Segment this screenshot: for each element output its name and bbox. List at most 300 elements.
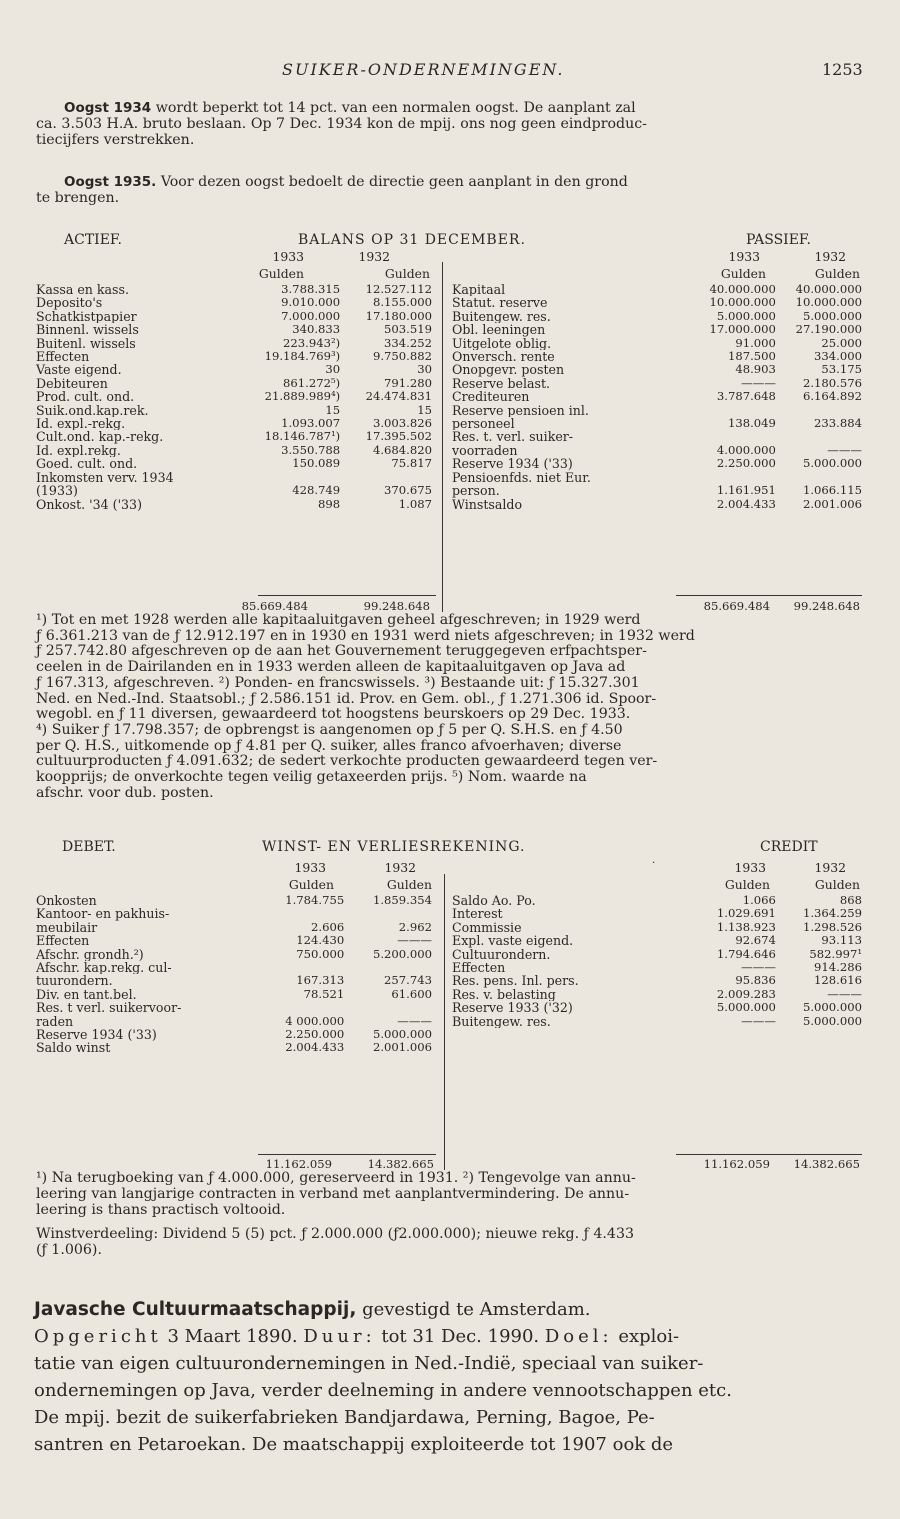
row-label: meubilair [36,920,98,935]
row-value-1933: 2.004.433 [716,496,776,511]
row-value-1933: 428.749 [292,483,341,498]
table-row [34,417,434,430]
row-value-1933: 92.674 [735,933,776,948]
row-value-1933: ——— [741,375,776,390]
row-value-1932: 5.200.000 [372,946,432,961]
table-row [450,337,864,350]
row-value-1932: 334.252 [384,335,432,350]
row-label: Kassa en kass. [36,283,129,297]
footnote-line: ƒ 257.742.80 afgeschreven op de aan het Gouvernement teruggegeven erfpachtsper- [36,643,647,660]
row-value-1933: 21.889.989⁴) [264,389,341,404]
company-text-line: tatie van eigen cultuurondernemingen in Ned.-Indië, speciaal van suiker- [34,1353,704,1374]
footnote-line: leering van langjarige contracten in verband met aanplantvermindering. De annu- [36,1186,630,1202]
table-row [34,974,434,987]
winst-right-currency-1932: Gulden [814,877,860,892]
row-value-1933: 150.089 [292,456,341,471]
table-row [34,283,434,296]
row-label: Buitengew. res. [452,1014,551,1029]
table-row [34,457,434,470]
table-row [450,310,864,323]
row-label: Schatkistpapier [36,309,137,324]
row-value-1933: 1.784.755 [285,893,345,907]
table-row [450,283,864,296]
balans-right-currency-1933: Gulden [720,266,766,281]
row-value-1933: 18.146.787¹) [264,429,341,444]
row-value-1932: 9.750.882 [372,349,432,364]
row-value-1932: 1.087 [398,496,432,511]
row-value-1932: 5.000.000 [372,1027,432,1042]
table-row [34,377,434,390]
row-label: Debiteuren [36,376,108,391]
row-value-1933: 340.833 [292,322,341,337]
table-row [34,921,434,934]
row-value-1932: 791.280 [384,375,432,390]
row-value-1932: 914.286 [814,960,862,975]
winst-right-year-1933: 1933 [734,860,766,875]
row-value-1932: 17.395.502 [365,429,432,444]
winst-left-total-1933: 11.162.059 [265,1157,332,1171]
row-value-1933: 2.606 [311,919,345,934]
doel-label: Doel: [544,1326,613,1347]
balans-right-total-1932: 99.248.648 [793,599,860,613]
row-label: Buitenl. wissels [36,336,136,351]
row-value-1933: 1.029.691 [716,906,776,921]
balans-passief-heading: PASSIEF. [746,232,811,248]
row-value-1932: 128.616 [814,973,862,988]
row-value-1932: 5.000.000 [802,1000,862,1015]
row-value-1932: 12.527.112 [365,282,432,296]
row-label: Onopgevr. posten [452,363,565,377]
row-value-1932: ——— [397,933,432,948]
row-value-1932: 582.997¹ [809,946,862,961]
table-row [450,350,864,363]
row-value-1933: 19.184.769³) [264,349,341,364]
balans-left-total-1932: 99.248.648 [363,599,430,613]
row-label: Kapitaal [452,283,506,297]
row-value-1933: 2.004.433 [285,1040,345,1055]
table-row [34,310,434,323]
balans-title: BALANS OP 31 DECEMBER. [298,232,526,248]
table-row [34,296,434,309]
balans-left-currency-1933: Gulden [258,266,304,281]
row-label: Reserve 1933 ('32) [452,1001,573,1015]
row-label: Res. v. belasting [452,987,556,1002]
winst-title: WINST- EN VERLIESREKENING. [262,839,526,855]
row-value-1932 [346,907,434,920]
row-label: raden [36,1014,74,1029]
row-label: Reserve pensioen inl. [452,403,589,418]
row-value-1932: 5.000.000 [802,456,862,471]
table-row [34,484,434,497]
row-value-1933: 898 [318,496,341,511]
table-row [34,988,434,1001]
footnote-line: ƒ 6.361.213 van de ƒ 12.912.197 en in 1930 en 1931 werd niets afgeschreven; in 1932 werd [36,627,695,644]
row-label: Res. t. verl. suiker- [452,430,574,444]
row-value-1933: ——— [741,1013,776,1028]
row-value-1932 [778,404,864,417]
company-text-line: ondernemingen op Java, verder deelneming in andere vennootschappen etc. [34,1380,732,1401]
table-row [450,457,864,470]
row-value-1932: 3.003.826 [372,416,432,431]
winst-debet-heading: DEBET. [62,839,116,855]
company-line-2: Opgericht 3 Maart 1890. Duur: tot 31 Dec. 1990. Doel: exploi- [34,1326,680,1347]
table-row [34,1028,434,1041]
oogst-1934-line-1: Oogst 1934 wordt beperkt tot 14 pct. van een normalen oogst. De aanplant zal [64,100,636,116]
row-value-1933 [692,404,778,417]
row-value-1933: 2.250.000 [716,456,776,471]
oogst-1935-label: Oogst 1935. [64,174,157,190]
balans-right-total-rule [676,595,862,596]
winst-divider [444,874,445,1170]
row-label: tuurondern. [36,974,113,988]
row-value-1933: ——— [741,960,776,975]
row-value-1932: 2.180.576 [802,375,862,390]
row-value-1933: 3.787.648 [716,389,776,404]
oogst-1935-line-1: Oogst 1935. Voor dezen oogst bedoelt de directie geen aanplant in den grond [64,174,628,190]
row-value-1932: 93.113 [821,933,862,948]
row-value-1932: 1.364.259 [802,906,862,921]
row-label: Suik.ond.kap.rek. [36,403,149,418]
row-value-1932 [342,471,434,484]
row-label: Interest [452,907,503,921]
row-value-1933: 15 [325,402,341,417]
row-value-1933: 40.000.000 [709,282,776,296]
row-value-1933: 4 000.000 [285,1013,345,1028]
row-value-1932: 868 [839,893,862,907]
row-value-1933: 3.550.788 [281,442,341,457]
table-row [34,907,434,920]
table-row [450,498,864,511]
row-label: Winstsaldo [452,497,523,511]
oogst-1934-label: Oogst 1934 [64,100,152,116]
row-value-1933: 48.903 [735,362,776,377]
row-label: Expl. vaste eigend. [452,934,574,948]
footnote-line: per Q. H.S., uitkomende op ƒ 4.81 per Q. suiker, alles franco afvoerhaven; diverse [36,737,622,754]
row-value-1932 [778,430,864,443]
winst-credit-heading: CREDIT [760,839,818,855]
row-value-1933: 1.794.646 [716,946,776,961]
row-value-1933: 1.138.923 [716,919,776,934]
winst-left-total-rule [258,1154,436,1155]
row-value-1932: 15 [417,402,432,417]
row-value-1932: 2.001.006 [802,496,862,511]
row-label: Reserve belast. [452,376,551,391]
running-title: SUIKER-ONDERNEMINGEN. [282,60,565,79]
table-row [450,907,864,920]
table-row [34,1001,434,1014]
row-value-1933: 95.836 [735,973,776,988]
row-label: Saldo Ao. Po. [452,894,536,908]
table-row [450,444,864,457]
table-row [450,404,864,417]
row-value-1933: 91.000 [735,335,776,350]
balans-right-total-1933: 85.669.484 [703,599,770,613]
table-row [34,471,434,484]
row-label: person. [452,484,500,498]
oogst-1934-line-3: tiecijfers verstrekken. [36,132,195,148]
balans-right-year-1932: 1932 [814,249,846,264]
row-label: Reserve 1934 ('33) [36,1028,157,1042]
balans-left-year-1932: 1932 [358,249,390,264]
row-value-1932: 61.600 [391,986,432,1001]
table-row [450,1015,864,1028]
winst-right-year-1932: 1932 [814,860,846,875]
company-text-line: De mpij. bezit de suikerfabrieken Bandjardawa, Perning, Bagoe, Pe- [34,1407,655,1428]
row-value-1932: ——— [827,442,862,457]
footnote-line: Ned. en Ned.-Ind. Staatsobl.; ƒ 2.586.151 id. Prov. en Gem. obl., ƒ 1.271.306 id. Spoor- [36,690,657,707]
table-row [34,1041,434,1054]
table-row [34,390,434,403]
balans-right-currency-1932: Gulden [814,266,860,281]
table-row [450,974,864,987]
row-label: Effecten [36,350,90,364]
row-value-1933: 7.000.000 [281,308,341,323]
row-label: Div. en tant.bel. [36,987,137,1002]
table-row [450,377,864,390]
row-label: Crediteuren [452,390,530,404]
row-label: Reserve 1934 ('33) [452,457,573,471]
row-label: (1933) [36,484,78,498]
row-label: Cultuurondern. [452,947,551,962]
winst-right-currency-1933: Gulden [724,877,770,892]
oogst-1934-line-2: ca. 3.503 H.A. bruto beslaan. Op 7 Dec. 1934 kon de mpij. ons nog geen eindproduc- [36,116,647,132]
row-label: voorraden [452,443,518,458]
row-label: Statut. reserve [452,296,548,310]
table-row [34,363,434,376]
row-value-1933: 5.000.000 [716,308,776,323]
duur-label: Duur: [303,1326,376,1347]
footnote-line: leering is thans practisch voltooid. [36,1202,286,1218]
row-label: Buitengew. res. [452,309,551,324]
footnote-line: wegobl. en ƒ 11 diversen, gewaardeerd tot hoogstens beurskoers op 29 Dec. 1933. [36,706,631,723]
row-label: Saldo winst [36,1041,111,1055]
opgericht-label: Opgericht [34,1326,162,1347]
row-label: Effecten [36,934,90,948]
row-value-1932: 2.001.006 [372,1040,432,1055]
table-row [34,894,434,907]
row-value-1933 [692,471,778,484]
table-row [450,961,864,974]
row-label: Kantoor- en pakhuis- [36,907,170,921]
balans-divider [442,262,443,612]
balans-left-total-rule [258,595,436,596]
row-value-1932: 1.066.115 [802,483,862,498]
row-value-1933: 138.049 [727,416,776,431]
row-value-1932: 53.175 [821,362,862,377]
row-value-1932: 2.962 [398,919,432,934]
winst-left-total-1932: 14.382.665 [367,1157,434,1171]
footnote-line: ⁴) Suiker ƒ 17.798.357; de opbrengst is aangenomen op ƒ 5 per Q. S.H.S. en ƒ 4.50 [36,721,623,738]
table-row [34,1015,434,1028]
table-row [450,323,864,336]
row-value-1932: 40.000.000 [795,282,862,296]
row-value-1932: 503.519 [384,322,432,337]
row-value-1933: 2.250.000 [285,1027,345,1042]
balans-actief-table [34,283,434,511]
table-row [450,484,864,497]
row-label: Afschr. grondh.²) [36,947,144,962]
table-row [450,471,864,484]
table-row [34,498,434,511]
table-row [450,417,864,430]
table-row [450,363,864,376]
row-label: Onkost. '34 ('33) [36,497,142,511]
row-value-1933 [267,907,347,920]
row-value-1933: 750.000 [296,946,345,961]
table-row [34,350,434,363]
row-value-1933: 2.009.283 [716,986,776,1001]
winst-debet-table [34,894,434,1055]
table-row [450,934,864,947]
row-value-1933: 1.093.007 [281,416,341,431]
row-value-1932: 17.180.000 [365,308,432,323]
winst-left-year-1933: 1933 [294,860,326,875]
winst-dot-mark: · [652,858,656,869]
row-value-1933: 10.000.000 [709,295,776,310]
table-row [450,948,864,961]
winst-left-currency-1933: Gulden [288,877,334,892]
row-value-1932: ——— [827,986,862,1001]
row-value-1932: 10.000.000 [795,295,862,310]
row-value-1932: 5.000.000 [802,1013,862,1028]
row-label: Id. expl.rekg. [36,443,121,458]
row-value-1933 [692,430,778,443]
winst-left-currency-1932: Gulden [386,877,432,892]
row-value-1932: 75.817 [391,456,432,471]
winst-left-year-1932: 1932 [384,860,416,875]
row-value-1932: 25.000 [821,335,862,350]
table-row [34,337,434,350]
row-value-1933: 9.010.000 [281,295,341,310]
row-value-1933: 78.521 [303,986,345,1001]
row-value-1933 [267,961,347,974]
row-value-1933: 223.943²) [283,335,341,350]
row-label: Effecten [452,961,506,975]
row-value-1932: 233.884 [814,416,862,431]
balans-right-year-1933: 1933 [728,249,760,264]
page-number: 1253 [822,60,863,79]
row-value-1933: 4.000.000 [716,442,776,457]
row-value-1932: 27.190.000 [795,322,862,337]
row-value-1933: 167.313 [296,973,345,988]
row-label: Cult.ond. kap.-rekg. [36,430,164,444]
row-value-1933: 1.066 [742,893,776,907]
table-row [34,961,434,974]
row-value-1933: 3.788.315 [281,282,341,296]
footnote-line: afschr. voor dub. posten. [36,784,214,801]
balans-left-currency-1932: Gulden [384,266,430,281]
table-row [450,430,864,443]
row-value-1932: 5.000.000 [802,308,862,323]
footnote-line: ƒ 167.313, afgeschreven. ²) Ponden- en francswissels. ³) Bestaande uit: ƒ 15.327.301 [36,674,640,691]
footnote-line: ¹) Tot en met 1928 werden alle kapitaaluitgaven geheel afgeschreven; in 1929 werd [36,612,641,628]
row-label: Afschr. kap.rekg. cul- [36,961,172,975]
row-value-1932: 24.474.831 [365,389,432,404]
winst-right-total-rule [676,1154,862,1155]
table-row [450,296,864,309]
row-value-1932: 4.684.820 [372,442,432,457]
table-row [450,988,864,1001]
balans-passief-table [450,283,864,511]
winstverdeeling-line: Winstverdeeling: Dividend 5 (5) pct. ƒ 2.000.000 (ƒ2.000.000); nieuwe rekg. ƒ 4.433 [36,1226,635,1242]
table-row [34,948,434,961]
row-label: Prod. cult. ond. [36,390,135,404]
row-value-1933: 17.000.000 [709,322,776,337]
row-value-1933: 187.500 [727,349,776,364]
row-label: personeel [452,417,515,431]
balans-left-year-1933: 1933 [272,249,304,264]
footnote-line: koopprijs; de onverkochte tegen veilig getaxeerden prijs. ⁵) Nom. waarde na [36,769,587,785]
company-text-line: santren en Petaroekan. De maatschappij exploiteerde tot 1907 ook de [34,1434,674,1455]
table-row [34,430,434,443]
balans-actief-heading: ACTIEF. [64,232,122,248]
row-label: Binnenl. wissels [36,323,139,337]
row-label: Goed. cult. ond. [36,457,138,471]
row-value-1933: 124.430 [296,933,345,948]
row-value-1932: 370.675 [384,483,432,498]
table-row [450,1001,864,1014]
row-value-1932: 1.298.526 [802,919,862,934]
table-row [450,921,864,934]
row-label: Res. t verl. suikervoor- [36,1001,182,1015]
row-label: Res. pens. Inl. pers. [452,974,579,988]
row-value-1933: 5.000.000 [716,1000,776,1015]
row-label: Pensioenfds. niet Eur. [452,470,591,485]
row-value-1932: 6.164.892 [802,389,862,404]
footnote-line: ¹) Na terugboeking van ƒ 4.000.000, gereserveerd in 1931. ²) Tengevolge van annu- [36,1170,636,1186]
winstverdeeling-line: (ƒ 1.006). [36,1242,102,1258]
table-row [450,894,864,907]
row-label: Inkomsten verv. 1934 [36,470,174,485]
winst-right-total-1933: 11.162.059 [703,1157,770,1171]
row-label: Obl. leeningen [452,323,546,337]
winst-right-total-1932: 14.382.665 [793,1157,860,1171]
oogst-1935-line-2: te brengen. [36,190,120,206]
row-value-1933: 1.161.951 [716,483,776,498]
row-label: Id. expl.-rekg. [36,417,126,431]
row-value-1932 [346,961,434,974]
table-row [34,323,434,336]
row-value-1932: 334.000 [814,349,862,364]
footnote-line: cultuurproducten ƒ 4.091.632; de sedert verkochte producten gewaardeerd tegen ver- [36,753,658,770]
table-row [34,404,434,417]
table-row [34,444,434,457]
row-label: Onversch. rente [452,350,555,364]
row-value-1932 [778,471,864,484]
row-value-1932 [346,1001,434,1014]
row-label: Vaste eigend. [36,363,122,377]
row-value-1932: ——— [397,1013,432,1028]
row-value-1932: 1.859.354 [372,893,432,907]
row-value-1932: 257.743 [384,973,432,988]
row-value-1933 [256,471,342,484]
row-value-1933: 861.272⁵) [283,375,341,390]
footnote-line: ceelen in de Dairilanden en in 1933 werden alleen de kapitaaluitgaven op Java ad [36,659,626,676]
row-label: Commissie [452,920,522,935]
table-row [450,390,864,403]
company-line-1: Javasche Cultuurmaatschappij, gevestigd te Amsterdam. [34,1299,591,1320]
row-label: Onkosten [36,894,97,908]
balans-left-total-1933: 85.669.484 [241,599,308,613]
row-label: Deposito's [36,296,103,310]
row-value-1933: 30 [325,362,341,377]
company-name: Javasche Cultuurmaatschappij, [34,1299,357,1320]
row-value-1932: 8.155.000 [372,295,432,310]
winst-credit-table [450,894,864,1028]
row-value-1932: 30 [417,362,432,377]
row-label: Uitgelote oblig. [452,336,552,351]
row-value-1933 [267,1001,347,1014]
